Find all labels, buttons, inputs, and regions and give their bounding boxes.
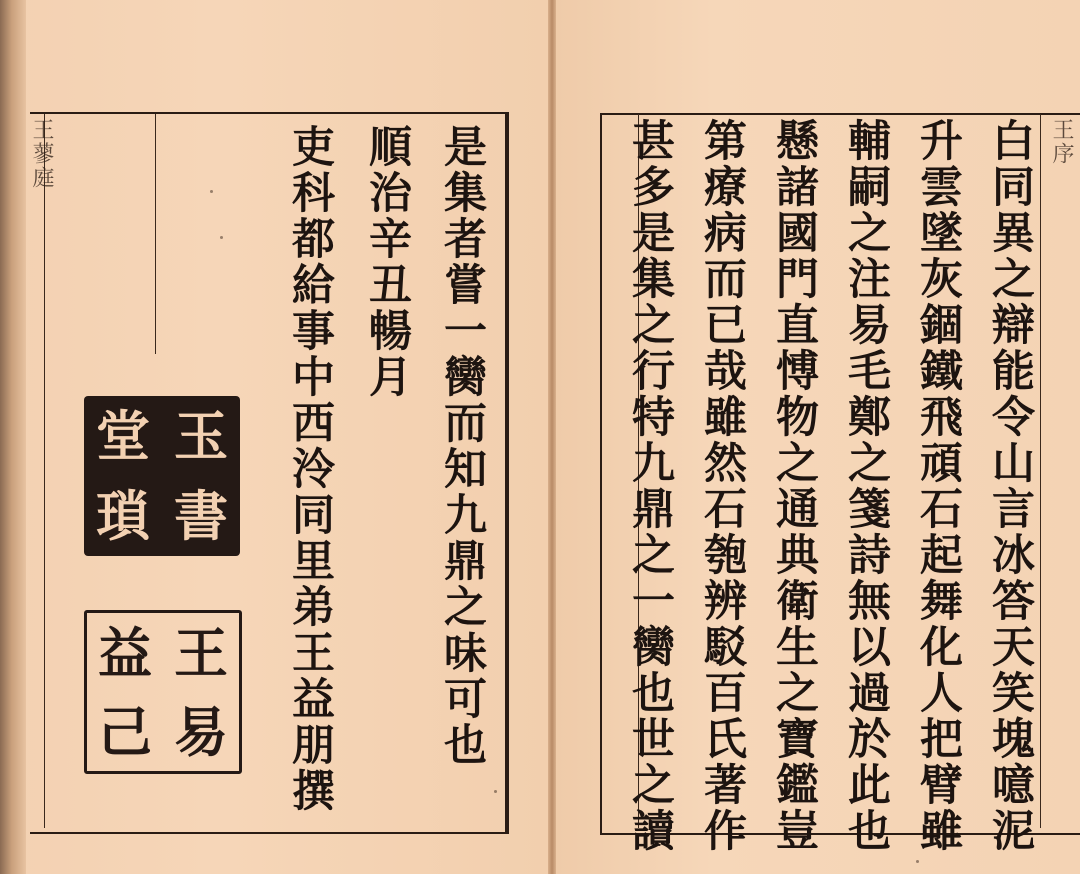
left-margin-rule	[44, 114, 45, 828]
right-margin-title: 王序	[1049, 118, 1074, 166]
left-column-1: 是集者嘗一臠而知九鼎之味可也	[437, 124, 487, 768]
left-column-2: 順治辛丑暢月	[362, 124, 412, 400]
right-column-2: 升雲墜灰錮鐵飛頑石起舞化人把臂雖	[913, 118, 963, 854]
right-column-5: 第療病而已哉雖然石匏辨駁百氏著作	[697, 118, 747, 854]
seal-char: 易	[174, 699, 228, 764]
seal-char: 王	[174, 620, 228, 685]
seal-stamp-yutang	[84, 396, 240, 556]
seal-char: 瑣	[96, 484, 150, 548]
right-margin-rule	[1040, 114, 1041, 828]
book-spine	[548, 0, 556, 874]
book-edge	[0, 0, 26, 874]
paper-speck	[220, 236, 223, 239]
paper-speck	[494, 790, 497, 793]
paper-speck	[916, 860, 919, 863]
paper-speck	[210, 190, 213, 193]
right-column-6: 甚多是集之行特九鼎之一臠也世之讀	[625, 118, 675, 854]
right-column-1: 白同異之辯能令山言冰答天笑塊噫泥	[985, 118, 1035, 854]
seal-char: 益	[98, 620, 152, 685]
seal-char: 堂	[96, 404, 150, 468]
seal-char: 己	[98, 699, 152, 764]
right-column-4: 懸諸國門直愽物之通典衛生之寶鑑豈	[769, 118, 819, 854]
left-margin-title: 王蓼庭	[29, 118, 54, 190]
seal-char: 書	[174, 484, 228, 548]
right-column-3: 輔嗣之注易毛鄭之箋詩無以過於此也	[841, 118, 891, 854]
seal-char: 玉	[174, 404, 228, 468]
left-column-3: 吏科都給事中西泠同里弟王益朋撰	[285, 124, 335, 814]
seal-stamp-wangyi	[84, 610, 242, 774]
left-faint-rule	[155, 114, 156, 354]
